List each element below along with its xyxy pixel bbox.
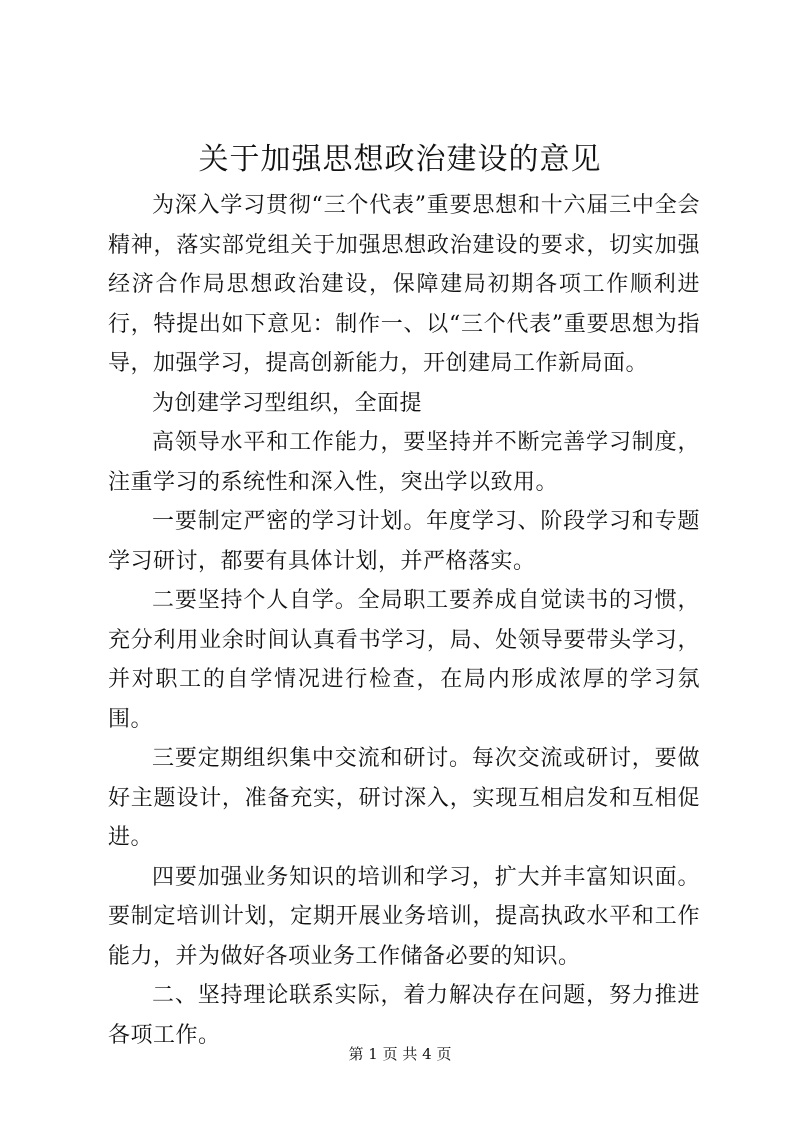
- paragraph: 高领导水平和工作能力，要坚持并不断完善学习制度，注重学习的系统性和深入性，突出学以致用。: [108, 430, 700, 495]
- document-body: [108, 186, 700, 1055]
- document-title: 关于加强思想政治建设的意见: [198, 142, 602, 177]
- paragraph: 四要加强业务知识的培训和学习，扩大并丰富知识面。要制定培训计划，定期开展业务培训，提高执政水平和工作能力，并为做好各项业务工作储备必要的知识。: [108, 864, 700, 969]
- paragraph: 为深入学习贯彻“三个代表”重要思想和十六届三中全会精神，落实部党组关于加强思想政治建设的要求，切实加强经济合作局思想政治建设，保障建局初期各项工作顺利进行，特提出如下意见：制作一、以“三个代表”重要思想为指导，加强学习，提高创新能力，开创建局工作新局面。: [108, 193, 700, 376]
- paragraph: 二要坚持个人自学。全局职工要养成自觉读书的习惯，充分利用业余时间认真看书学习，局、处领导要带头学习，并对职工的自学情况进行检查，在局内形成浓厚的学习氛围。: [108, 588, 700, 732]
- paragraph: 三要定期组织集中交流和研讨。每次交流或研讨，要做好主题设计，准备充实，研讨深入，实现互相启发和互相促进。: [108, 746, 700, 850]
- page-footer: 第 1 页 共 4 页: [348, 1045, 452, 1063]
- paragraph: 为创建学习型组织，全面提: [152, 390, 423, 416]
- paragraph: 二、坚持理论联系实际，着力解决存在问题，努力推进各项工作。: [108, 983, 700, 1048]
- paragraph: 一要制定严密的学习计划。年度学习、阶段学习和专题学习研讨，都要有具体计划，并严格落实。: [108, 509, 700, 574]
